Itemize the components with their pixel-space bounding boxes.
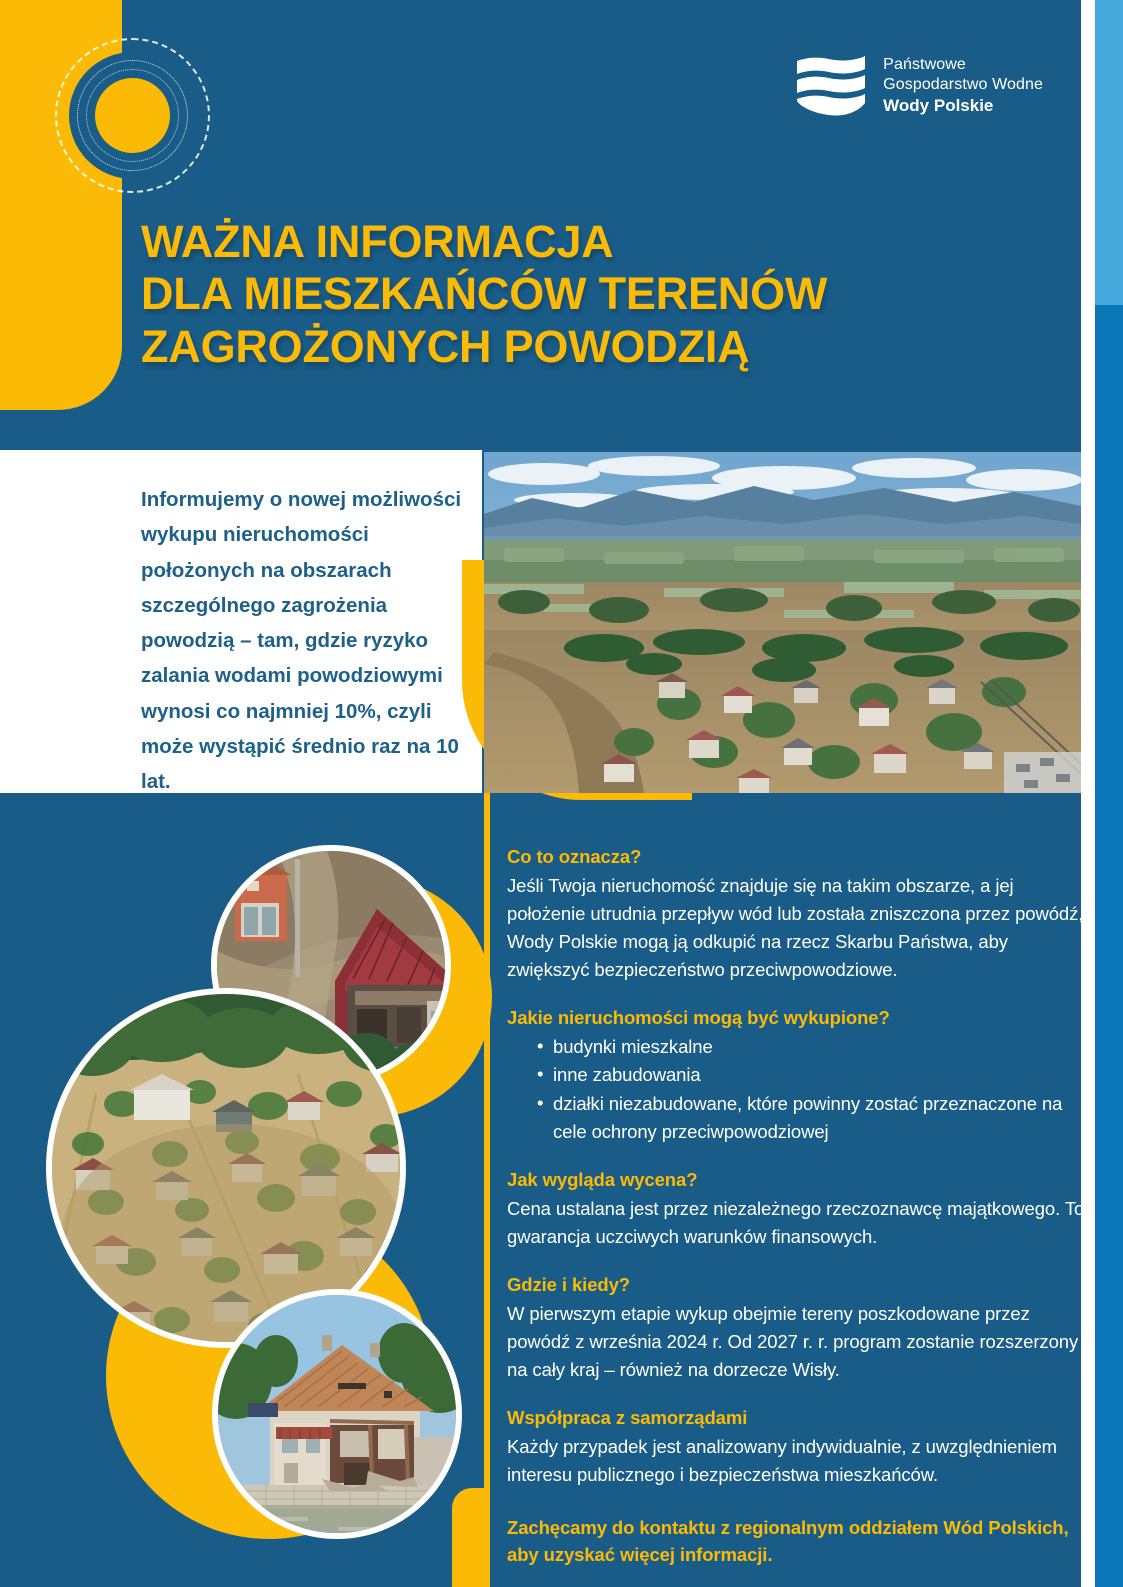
page-title xyxy=(141,216,827,373)
right-edge-strip xyxy=(1095,0,1123,1587)
yellow-bottom-accent xyxy=(452,1488,490,1587)
wody-polskie-wave-mark-icon xyxy=(795,55,867,117)
edge-segment-mid-blue xyxy=(1095,305,1123,1587)
section-gdzie-i-kiedy xyxy=(507,1273,1085,1384)
section-co-to-oznacza xyxy=(507,845,1085,984)
closing-call-to-action: Zachęcamy do kontaktu z regionalnym oddziałem Wód Polskich, aby uzyskać więcej informacji. xyxy=(507,1517,1069,1566)
logo-line-2: Gospodarstwo Wodne xyxy=(883,76,1043,94)
section-body: Jeśli Twoja nieruchomość znajduje się na takim obszarze, a jej położenie utrudnia przepływ wód lub została zniszczona przez powódź, Wody Polskie mogą ją odkupić na rzecz Skarbu Państwa, aby zwiększyć bezpieczeństwo przeciwpowodziowe. xyxy=(507,874,1084,981)
section-heading: Współpraca z samorządami xyxy=(507,1407,748,1429)
section-heading: Gdzie i kiedy? xyxy=(507,1274,630,1295)
section-jak-wyglada-wycena xyxy=(507,1168,1085,1251)
section-wspolpraca-z-samorzadami xyxy=(507,1406,1085,1489)
decorative-ring-graphic xyxy=(55,38,210,193)
list-item: • działki niezabudowane, które powinny zostać przeznaczone na cele ochrony przeciwpowodziowej xyxy=(537,1090,1085,1146)
hero-photo-flooded-valley xyxy=(484,452,1081,793)
list-item: • inne zabudowania xyxy=(537,1061,1085,1089)
poster-header xyxy=(0,0,1081,450)
page-title-line-1: WAŻNA INFORMACJA xyxy=(141,216,614,267)
section-body: W pierwszym etapie wykup obejmie tereny poszkodowane przez powódź z września 2024 r. Od 2027 r. r. program zostanie rozszerzony na cały kraj – również na dorzecze Wisły. xyxy=(507,1302,1079,1381)
logo-line-3: Wody Polskie xyxy=(883,96,994,116)
intro-paragraph: Informujemy o nowej możliwości wykupu nieruchomości położonych na obszarach szczególnego zagrożenia powodzią – tam, gdzie ryzyko zalania wodami powodziowymi wynosi co najmniej 10%, czyli może wystąpić średnio raz na 10 lat. xyxy=(141,488,462,793)
list-item: • budynki mieszkalne xyxy=(537,1033,1085,1061)
organisation-logo xyxy=(795,55,1043,117)
yellow-divider xyxy=(484,793,490,1587)
section-heading: Jak wygląda wycena? xyxy=(507,1168,698,1190)
edge-segment-light-blue xyxy=(1095,0,1123,305)
section-jakie-nieruchomosci xyxy=(507,1006,1085,1145)
photo-cluster xyxy=(0,793,482,1587)
ring-yellow-core xyxy=(95,78,170,153)
section-body: Cena ustalana jest przez niezależnego rzeczoznawcę majątkowego. To gwarancja uczciwych warunków finansowych. xyxy=(507,1197,1085,1247)
logo-line-1: Państwowe xyxy=(883,56,966,74)
content-column xyxy=(507,845,1085,1569)
page-title-line-2: DLA MIESZKAŃCÓW TERENÓW xyxy=(141,268,828,320)
section-heading: Co to oznacza? xyxy=(507,846,642,867)
circle-photo-collapsed-house xyxy=(212,1289,462,1539)
section-body: Każdy przypadek jest analizowany indywidualnie, z uwzględnieniem interesu publicznego i bezpieczeństwa mieszkańców. xyxy=(507,1436,1057,1486)
section-heading: Jakie nieruchomości mogą być wykupione? xyxy=(507,1007,890,1029)
eligible-properties-list xyxy=(507,1033,1085,1145)
page-title-line-3: ZAGROŻONYCH POWODZIĄ xyxy=(141,320,750,372)
